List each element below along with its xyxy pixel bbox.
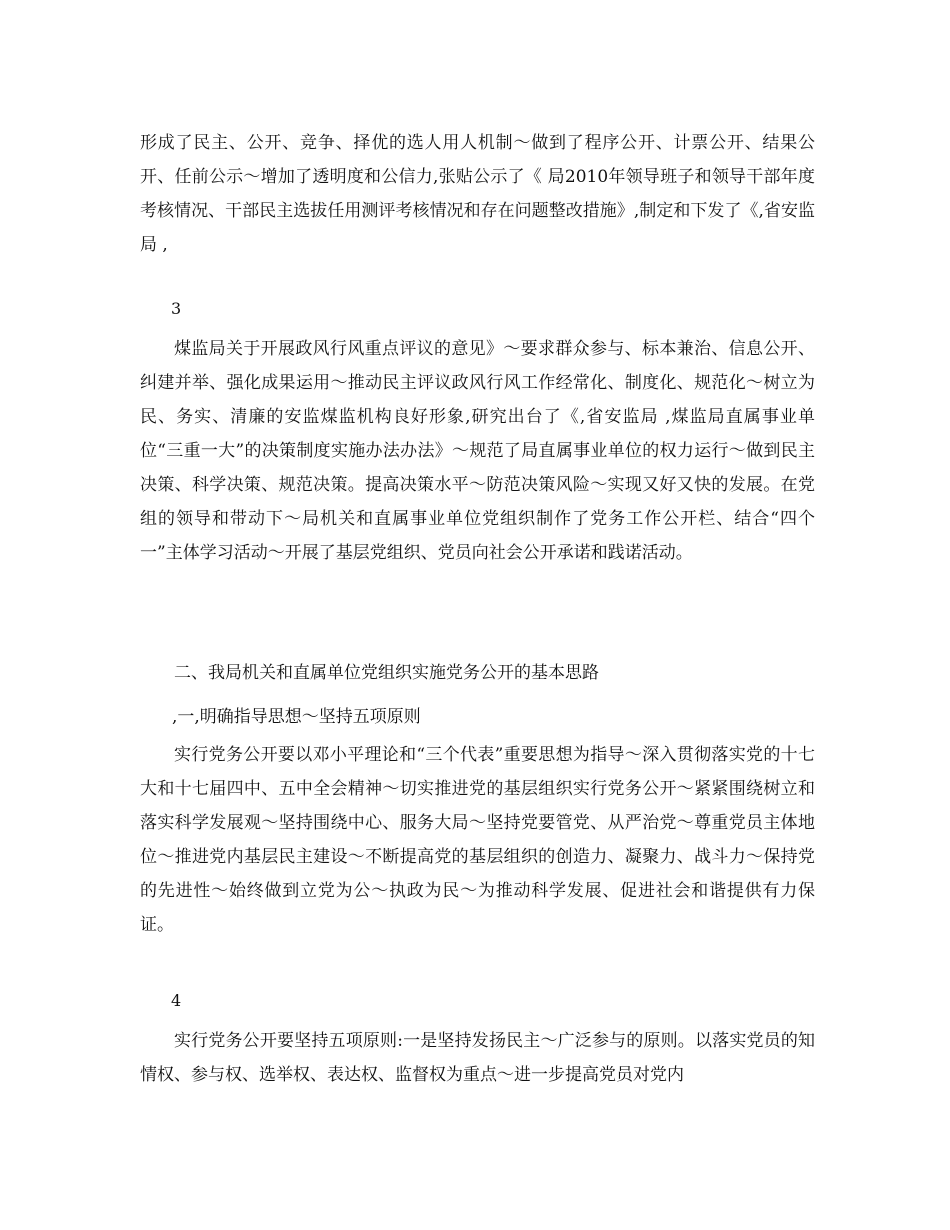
paragraph-guiding-thought: 实行党务公开要以邓小平理论和“三个代表”重要思想为指导～深入贯彻落实党的十七大和十七届四中、五中全会精神～切实推进党的基层组织实行党务公开～紧紧围绕树立和落实科学发展观～坚持围绕中心、服务大局～坚持党要管党、从严治党～尊重党员主体地位～推进党内基层民主建设～不断提高党的基层组织的创造力、凝聚力、战斗力～保持党的先进性～始终做到立党为公～执政为民～为推动科学发展、促进社会和谐提供有力保证。 <box>140 745 815 935</box>
paragraph-personnel-mechanism: 形成了民主、公开、竞争、择优的选人用人机制～做到了程序公开、计票公开、结果公开、任前公示～增加了透明度和公信力,张贴公示了《 局2010年领导班子和领导干部年度考核情况、干部民主选拔任用测评考核情况和存在问题整改措施》,制定和下发了《,省安监局 , <box>140 133 815 255</box>
section-heading-basic-ideas: 二、我局机关和直属单位党组织实施党务公开的基本思路 <box>174 663 599 683</box>
paragraph-appraisal-opinions: 煤监局关于开展政风行风重点评议的意见》～要求群众参与、标本兼治、信息公开、纠建并举、强化成果运用～推动民主评议政风行风工作经常化、制度化、规范化～树立为民、务实、清廉的安监煤监机构良好形象,研究出台了《,省安监局 ,煤监局直属事业单位“三重一大”的决策制度实施办法办法》～规范了局直属事业单位的权力运行～做到民主决策、科学决策、规范决策。提高决策水平～防范决策风险～实现又好又快的发展。在党组的领导和带动下～局机关和直属事业单位党组织制作了党务工作公开栏、结合“四个一”主体学习活动～开展了基层党组织、党员向社会公开承诺和践诺活动。 <box>140 339 815 563</box>
subsection-heading-guiding-thought: ,一,明确指导思想～坚持五项原则 <box>172 707 421 727</box>
paragraph-five-principles: 实行党务公开要坚持五项原则:一是坚持发扬民主～广泛参与的原则。以落实党员的知情权、参与权、选举权、表达权、监督权为重点～进一步提高党员对党内 <box>140 1031 815 1085</box>
page-number-4: 4 <box>171 991 182 1010</box>
page-number-3: 3 <box>171 299 182 318</box>
